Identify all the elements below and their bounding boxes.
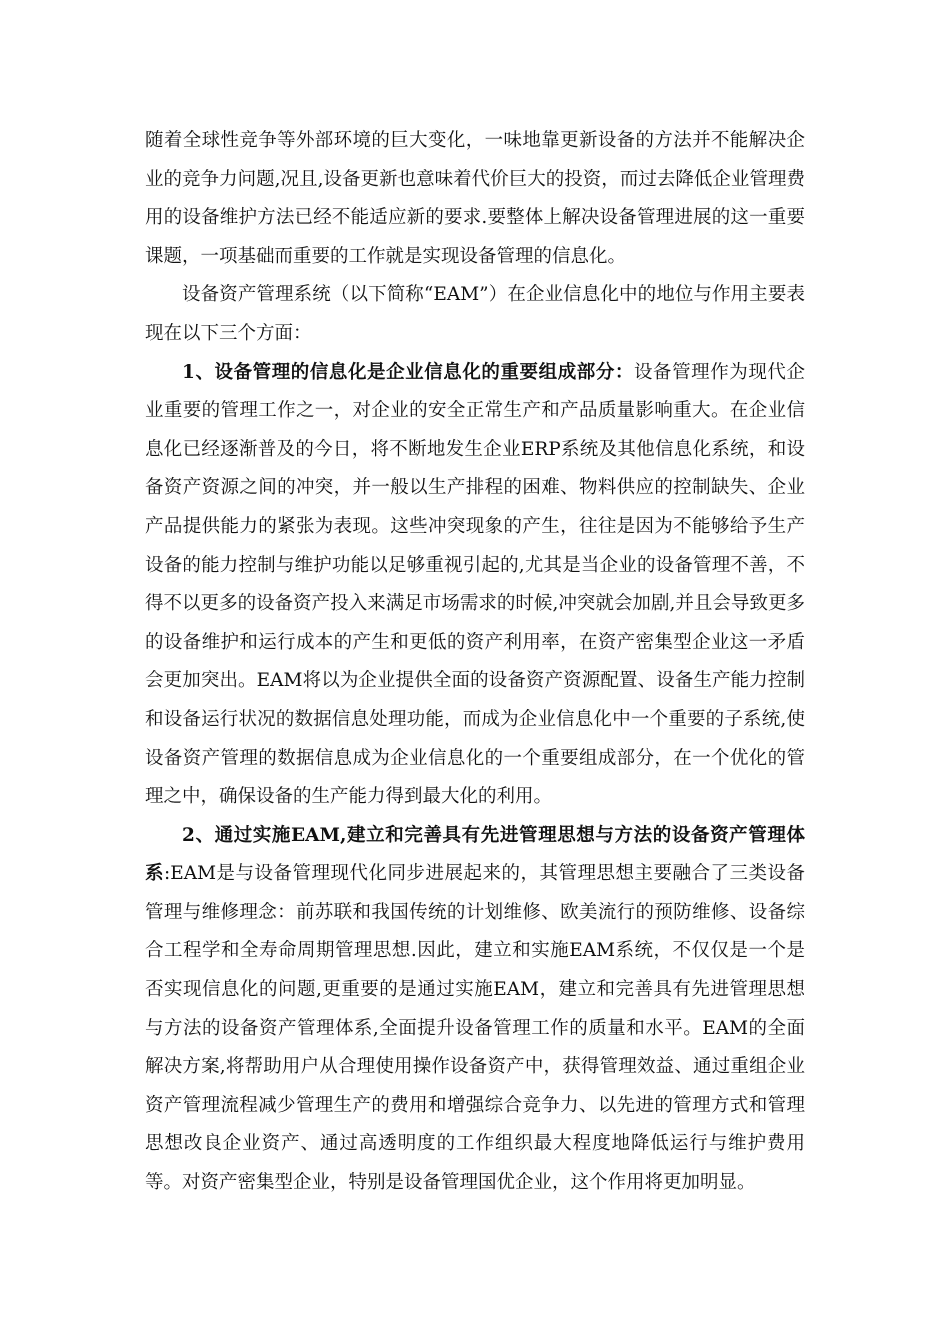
eam-role-paragraph: 设备资产管理系统（以下简称“EAM”）在企业信息化中的地位与作用主要表现在以下三个方面： bbox=[145, 284, 805, 344]
point-2-paragraph bbox=[145, 817, 805, 1203]
point-1-paragraph bbox=[145, 354, 805, 817]
point-2-heading: 2、通过实施EAM,建立和完善具有先进管理思想与方法的设备资产管理体系 bbox=[145, 824, 805, 885]
intro-paragraph: 随着全球性竞争等外部环境的巨大变化，一味地靠更新设备的方法并不能解决企业的竞争力问题,况且,设备更新也意味着代价巨大的投资，而过去降低企业管理费用的设备维护方法已经不能适应新的要求.要整体上解决设备管理进展的这一重要课题，一项基础而重要的工作就是实现设备管理的信息化。 bbox=[145, 130, 805, 267]
document-page bbox=[145, 122, 805, 1203]
point-1-body: 设备管理作为现代企业重要的管理工作之一，对企业的安全正常生产和产品质量影响重大。在企业信息化已经逐渐普及的今日，将不断地发生企业ERP系统及其他信息化系统，和设备资产资源之间的冲突，并一般以生产排程的困难、物料供应的控制缺失、企业产品提供能力的紧张为表现。这些冲突现象的产生，往往是因为不能够给予生产设备的能力控制与维护功能以足够重视引起的,尤其是当企业的设备管理不善，不得不以更多的设备资产投入来满足市场需求的时候,冲突就会加剧,并且会导致更多的设备维护和运行成本的产生和更低的资产利用率，在资产密集型企业这一矛盾会更加突出。EAM将以为企业提供全面的设备资产资源配置、设备生产能力控制和设备运行状况的数据信息处理功能，而成为企业信息化中一个重要的子系统,使设备资产管理的数据信息成为企业信息化的一个重要组成部分，在一个优化的管理之中，确保设备的生产能力得到最大化的利用。 bbox=[145, 361, 805, 808]
point-2-body: :EAM是与设备管理现代化同步进展起来的，其管理思想主要融合了三类设备管理与维修理念：前苏联和我国传统的计划维修、欧美流行的预防维修、设备综合工程学和全寿命周期管理思想.因此，建立和实施EAM系统，不仅仅是一个是否实现信息化的问题,更重要的是通过实施EAM，建立和完善具有先进管理思想与方法的设备资产管理体系,全面提升设备管理工作的质量和水平。EAM的全面解决方案,将帮助用户从合理使用操作设备资产中，获得管理效益、通过重组企业资产管理流程减少管理生产的费用和增强综合竞争力、以先进的管理方式和管理思想改良企业资产、通过高透明度的工作组织最大程度地降低运行与维护费用等。对资产密集型企业，特别是设备管理国优企业，这个作用将更加明显。 bbox=[145, 863, 805, 1194]
point-1-heading: 1、设备管理的信息化是企业信息化的重要组成部分： bbox=[182, 361, 634, 383]
